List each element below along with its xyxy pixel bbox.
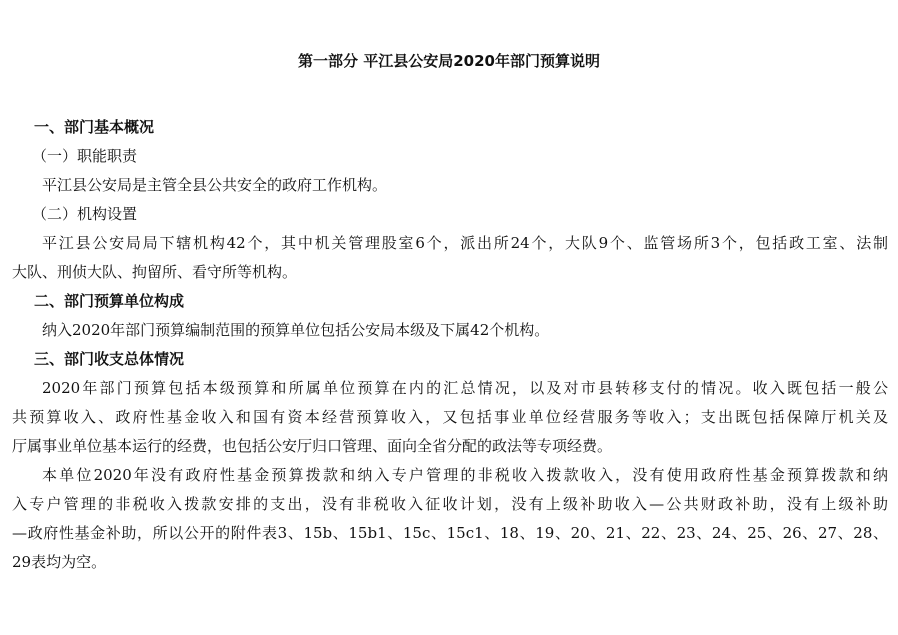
subheading-functions: （一）职能职责 bbox=[32, 147, 138, 165]
section-heading-overview: 一、部门基本概况 bbox=[34, 118, 155, 136]
paragraph-summary-line-3: 厅属事业单位基本运行的经费，也包括公安厅归口管理、面向全省分配的政法等专项经费。 bbox=[12, 437, 613, 455]
paragraph-functions: 平江县公安局是主管全县公共安全的政府工作机构。 bbox=[42, 176, 388, 194]
paragraph-empty-tables-line-2: 入专户管理的非税收入拨款安排的支出，没有非税收入征收计划，没有上级补助收入—公共财政补助，没有上级补助 bbox=[12, 495, 888, 513]
paragraph-empty-tables-line-4: 29表均为空。 bbox=[12, 553, 107, 571]
paragraph-summary-line-1: 2020年部门预算包括本级预算和所属单位预算在内的汇总情况，以及对市县转移支付的情况。收入既包括一般公 bbox=[42, 379, 888, 397]
paragraph-summary-line-2: 共预算收入、政府性基金收入和国有资本经营预算收入，又包括事业单位经营服务等收入；支出既包括保障厅机关及 bbox=[12, 408, 888, 426]
subheading-organization: （二）机构设置 bbox=[32, 205, 138, 223]
paragraph-empty-tables-line-1: 本单位2020年没有政府性基金预算拨款和纳入专户管理的非税收入拨款收入，没有使用政府性基金预算拨款和纳 bbox=[42, 466, 888, 484]
section-heading-units: 二、部门预算单位构成 bbox=[34, 292, 185, 310]
document-body bbox=[12, 113, 888, 577]
section-heading-revenue-expenditure: 三、部门收支总体情况 bbox=[34, 350, 185, 368]
paragraph-empty-tables-line-3: —政府性基金补助，所以公开的附件表3、15b、15b1、15c、15c1、18、19、20、21、22、23、24、25、26、27、28、 bbox=[12, 524, 888, 542]
paragraph-organization-line-2: 大队、刑侦大队、拘留所、看守所等机构。 bbox=[12, 263, 298, 281]
document-title: 第一部分 平江县公安局2020年部门预算说明 bbox=[298, 52, 600, 70]
paragraph-units: 纳入2020年部门预算编制范围的预算单位包括公安局本级及下属42个机构。 bbox=[42, 321, 550, 339]
paragraph-organization-line-1: 平江县公安局局下辖机构42个，其中机关管理股室6个，派出所24个，大队9个、监管场所3个，包括政工室、法制 bbox=[42, 234, 888, 252]
